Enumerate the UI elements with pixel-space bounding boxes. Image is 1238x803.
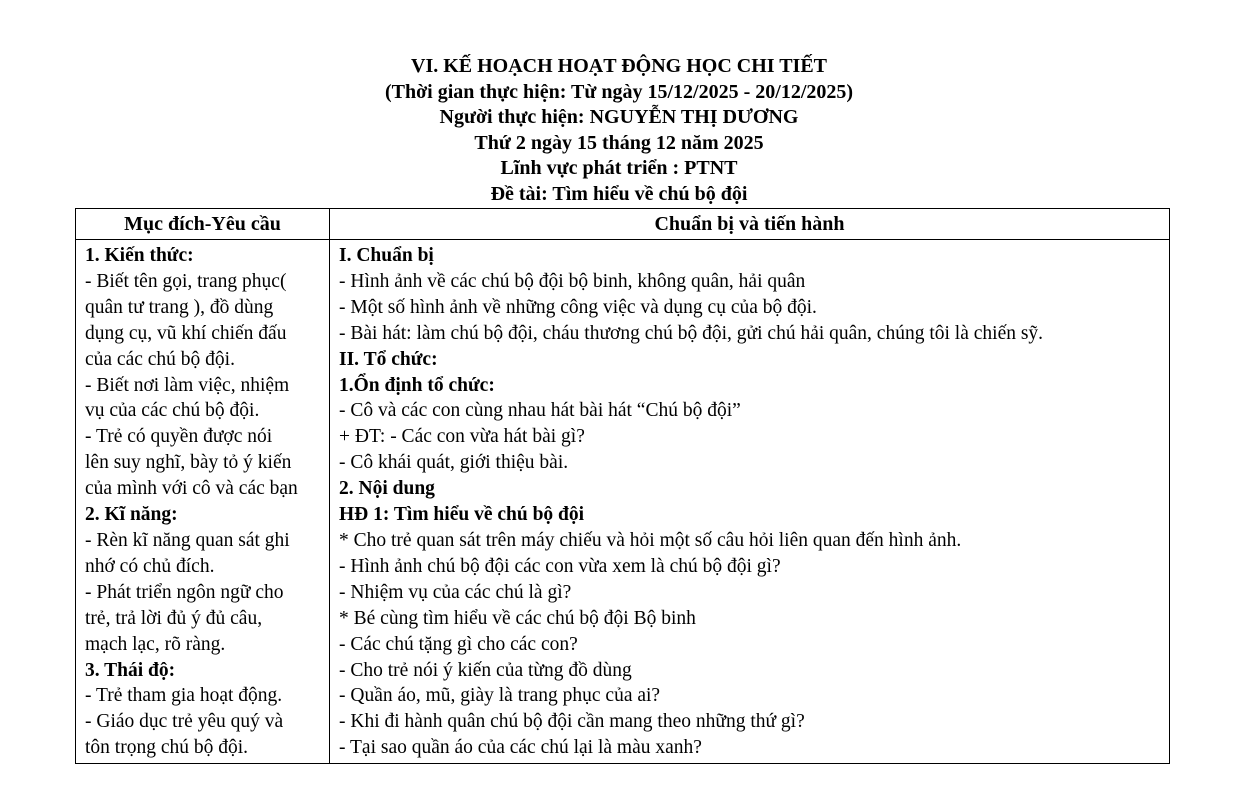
objectives-line: - Giáo dục trẻ yêu quý và (85, 711, 284, 733)
objectives-line: - Biết nơi làm việc, nhiệm (85, 374, 290, 396)
preparation-line: + ĐT: - Các con vừa hát bài gì? (339, 426, 585, 448)
preparation-line: - Bài hát: làm chú bộ đội, cháu thương chú bộ đội, gửi chú hải quân, chúng tôi là chiến sỹ. (339, 322, 1044, 344)
preparation-heading: 1.Ổn định tổ chức: (339, 374, 495, 396)
preparation-heading: II. Tổ chức: (339, 348, 438, 370)
objectives-line: của mình với cô và các bạn (85, 478, 298, 500)
preparation-line: - Một số hình ảnh về những công việc và dụng cụ của bộ đội. (339, 296, 817, 318)
objectives-line: quân tư trang ), đồ dùng (85, 296, 274, 318)
objectives-line: - Trẻ có quyền được nói (85, 426, 273, 448)
preparation-heading: 2. Nội dung (339, 478, 435, 500)
domain-line: Lĩnh vực phát triển : PTNT (500, 157, 738, 180)
preparation-line: - Nhiệm vụ của các chú là gì? (339, 581, 572, 603)
preparation-line: - Các chú tặng gì cho các con? (339, 633, 578, 655)
objectives-line: trẻ, trả lời đủ ý đủ câu, (85, 607, 263, 629)
preparation-line: - Cho trẻ nói ý kiến của từng đồ dùng (339, 659, 632, 681)
objectives-line: nhớ có chủ đích. (85, 555, 215, 577)
time-period: (Thời gian thực hiện: Từ ngày 15/12/2025 - 20/12/2025) (384, 80, 854, 103)
objectives-heading: 2. Kĩ năng: (85, 504, 178, 526)
objectives-line: mạch lạc, rõ ràng. (85, 633, 226, 655)
preparation-heading: I. Chuẩn bị (339, 245, 434, 266)
objectives-line: tôn trọng chú bộ đội. (85, 737, 249, 759)
date-line: Thứ 2 ngày 15 tháng 12 năm 2025 (474, 131, 764, 154)
preparation-line: - Quần áo, mũ, giày là trang phục của ai? (339, 685, 661, 707)
objectives-line: dụng cụ, vũ khí chiến đấu (85, 322, 287, 344)
author-line: Người thực hiện: NGUYỄN THỊ DƯƠNG (439, 106, 799, 129)
objectives-heading: 1. Kiến thức: (85, 245, 194, 266)
preparation-line: - Cô và các con cùng nhau hát bài hát “Chú bộ đội” (339, 400, 741, 422)
preparation-line: - Hình ảnh về các chú bộ đội bộ binh, không quân, hải quân (339, 270, 806, 292)
objectives-line: lên suy nghĩ, bày tỏ ý kiến (85, 452, 292, 474)
objectives-line: - Trẻ tham gia hoạt động. (85, 685, 283, 707)
table-header-row (76, 209, 1170, 240)
preparation-heading: HĐ 1: Tìm hiểu về chú bộ đội (339, 504, 585, 526)
objectives-line: - Biết tên gọi, trang phục( (85, 270, 287, 292)
objectives-line: của các chú bộ đội. (85, 348, 235, 370)
document-header (0, 54, 1238, 208)
preparation-line: - Tại sao quần áo của các chú lại là màu xanh? (339, 737, 702, 759)
preparation-line: * Bé cùng tìm hiểu về các chú bộ đội Bộ binh (339, 607, 696, 629)
preparation-line: * Cho trẻ quan sát trên máy chiếu và hỏi một số câu hỏi liên quan đến hình ảnh. (339, 529, 962, 551)
column-header-objectives: Mục đích-Yêu cầu (76, 209, 330, 240)
table-row (76, 240, 1170, 764)
lesson-plan-table (75, 208, 1170, 764)
objectives-cell (76, 240, 330, 764)
preparation-line: - Khi đi hành quân chú bộ đội cần mang theo những thứ gì? (339, 711, 805, 733)
preparation-line: - Hình ảnh chú bộ đội các con vừa xem là chú bộ đội gì? (339, 555, 781, 577)
objectives-line: - Rèn kĩ năng quan sát ghi (85, 529, 290, 551)
column-header-preparation: Chuẩn bị và tiến hành (330, 209, 1170, 240)
topic-line: Đề tài: Tìm hiểu về chú bộ đội (490, 182, 748, 205)
section-title: VI. KẾ HOẠCH HOẠT ĐỘNG HỌC CHI TIẾT (411, 55, 827, 77)
preparation-cell (330, 240, 1170, 764)
objectives-line: vụ của các chú bộ đội. (85, 400, 260, 422)
objectives-line: - Phát triển ngôn ngữ cho (85, 581, 284, 603)
objectives-heading: 3. Thái độ: (85, 659, 176, 681)
preparation-line: - Cô khái quát, giới thiệu bài. (339, 452, 569, 474)
